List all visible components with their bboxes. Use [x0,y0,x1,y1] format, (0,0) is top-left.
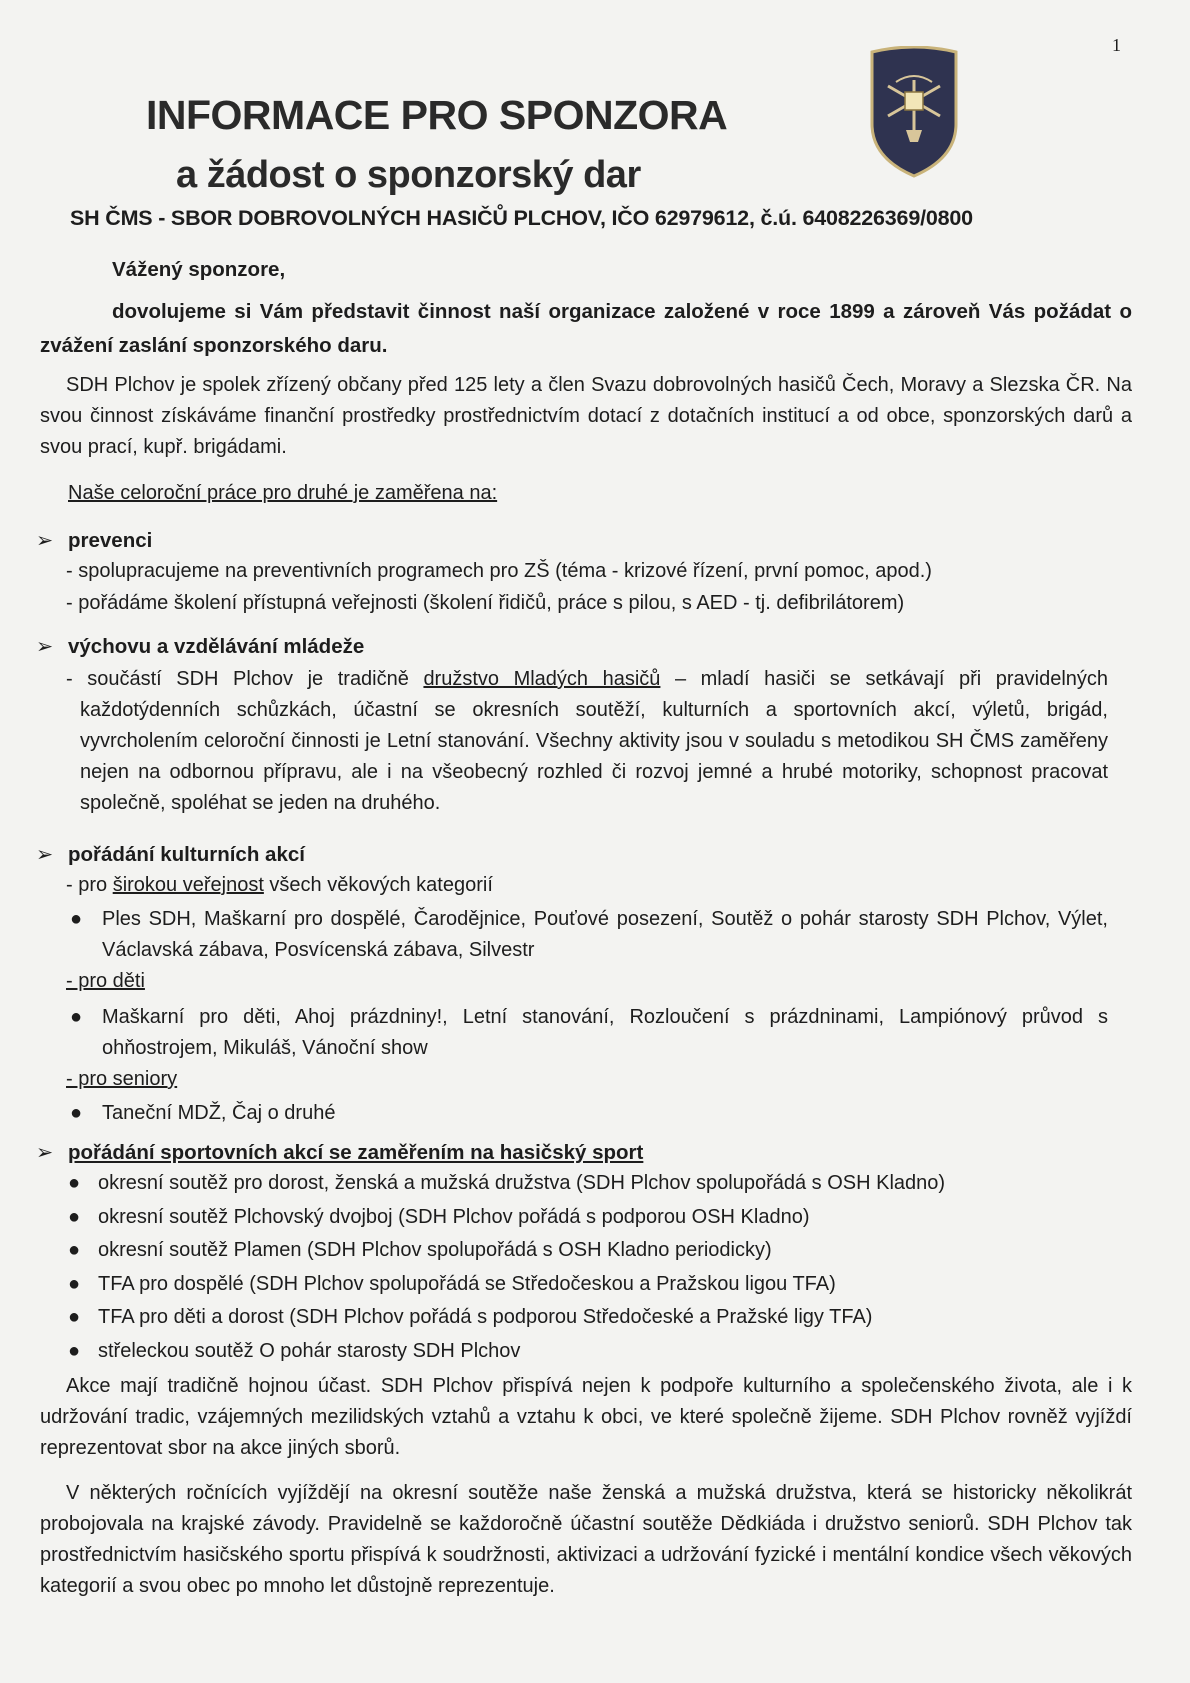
arrow-bullet-icon: ➢ [36,529,54,552]
fire-brigade-emblem [866,46,962,180]
culture-public-events: ● Ples SDH, Maškarní pro dospělé, Čarodějnice, Pouťové posezení, Soutěž o pohár starosty SDH Plchov, Výlet, Václavská zábava, Posvícenská zábava, Silvestr [62,904,1108,966]
list-item: ● okresní soutěž Plamen (SDH Plchov spolupořádá s OSH Kladno periodicky) [68,1239,772,1261]
youth-team-name: družstvo Mladých hasičů [423,668,661,690]
culture-public-label: - pro širokou veřejnost všech věkových kategorií [66,874,493,896]
intro-paragraph: dovolujeme si Vám představit činnost naší organizace založené v roce 1899 a zároveň Vás požádat o zvážení zaslání sponzorského daru. [40,300,1132,357]
list-item: ● okresní soutěž Plchovský dvojboj (SDH Plchov pořádá s podporou OSH Kladno) [68,1205,810,1228]
focus-heading: Naše celoroční práce pro druhé je zaměřena na: [68,482,498,504]
bullet-icon: ● [68,1306,81,1328]
document-subtitle: a žádost o sponzorský dar [176,154,641,196]
culture-seniors-label: - pro seniory [66,1068,178,1090]
youth-description: - součástí SDH Plchov je tradičně družstvo Mladých hasičů – mladí hasiči se setkávají při pravidelných každotýdenních schůzkách, účastní se okresních soutěží, kulturních a sportovních akcí, výletů, brigád, vyvrcholením celoroční činnosti je Letní stanování. Všechny aktivity jsou v souladu s metodikou SH ČMS zaměřeny nejen na odbornou přípravu, ale i na všeobecný rozhled či rozvoj jemné a hrubé motoriky, schopnost pracovat společně, spoléhat se jeden na druhého. [66,668,1109,814]
organization-line: SH ČMS - SBOR DOBROVOLNÝCH HASIČŮ PLCHOV, IČO 62979612, č.ú. 6408226369/0800 [70,206,973,230]
list-item: ● střeleckou soutěž O pohár starosty SDH Plchov [68,1339,521,1362]
bullet-icon: ● [68,1205,81,1228]
culture-children-label: - pro děti [66,970,145,992]
section-culture-heading: ➢ pořádání kulturních akcí [36,843,305,866]
bullet-icon: ● [68,1239,81,1261]
list-item: ● TFA pro děti a dorost (SDH Plchov pořádá s podporou Středočeské a Pražské ligy TFA) [68,1306,873,1328]
bullet-icon: ● [68,1172,81,1194]
paragraph-about: SDH Plchov je spolek zřízený občany před 125 lety a člen Svazu dobrovolných hasičů Čech, Moravy a Slezska ČR. Na svou činnost získáváme finanční prostředky prostřednictvím dotací z dotačních institucí a od obce, sponzorských darů a svou prací, kupř. brigádami. [40,374,1132,458]
prevention-item: - pořádáme školení přístupná veřejnosti (školení řidičů, práce s pilou, s AED - tj. defibrilátorem) [66,592,905,614]
greeting: Vážený sponzore, [112,258,286,281]
list-item: ● okresní soutěž pro dorost, ženská a mužská družstva (SDH Plchov spolupořádá s OSH Kladno) [68,1172,946,1194]
section-sport-heading: ➢ pořádání sportovních akcí se zaměřením na hasičský sport [36,1141,644,1164]
bullet-icon: ● [68,1339,81,1362]
section-prevention-heading: ➢ prevenci [36,529,153,552]
bullet-icon: ● [70,1102,83,1124]
bullet-icon: ● [68,1272,81,1295]
arrow-bullet-icon: ➢ [36,843,54,866]
page-number: 1 [1112,35,1121,55]
section-youth-heading: ➢ výchovu a vzdělávání mládeže [36,635,365,658]
paragraph-sport: V některých ročnících vyjíždějí na okresní soutěže naše ženská a mužská družstva, která se historicky několikrát probojovala na krajské závody. Pravidelně se každoročně účastní soutěže Dědkiáda i družstvo seniorů. SDH Plchov tak prostřednictvím hasičského sportu přispívá k soudržnosti, aktivizaci a udržování fyzické i mentální kondice všech věkových kategorií a svou obec po mnoho let důstojně reprezentuje. [40,1482,1132,1597]
list-item: ● TFA pro dospělé (SDH Plchov spolupořádá se Středočeskou a Pražskou ligou TFA) [68,1272,836,1295]
document-title: INFORMACE PRO SPONZORA [146,92,728,138]
sport-list [62,1166,945,1373]
culture-children-events: ● Maškarní pro děti, Ahoj prázdniny!, Letní stanování, Rozloučení s prázdninami, Lampiónový průvod s ohňostrojem, Mikuláš, Vánoční show [62,1002,1108,1064]
prevention-item: - spolupracujeme na preventivních programech pro ZŠ (téma - krizové řízení, první pomoc, apod.) [66,560,932,582]
bullet-icon: ● [70,1006,83,1028]
bullet-icon: ● [70,908,83,930]
arrow-bullet-icon: ➢ [36,635,54,658]
arrow-bullet-icon: ➢ [36,1141,54,1164]
culture-seniors-events: ● Taneční MDŽ, Čaj o druhé [62,1098,1108,1129]
paragraph-events: Akce mají tradičně hojnou účast. SDH Plchov přispívá nejen k podpoře kulturního a společenského života, ale i k udržování tradic, vzájemných mezilidských vztahů a vztahu k obci, ve které společně žijeme. SDH Plchov rovněž vyjíždí reprezentovat sbor na akce jiných sborů. [40,1375,1132,1459]
